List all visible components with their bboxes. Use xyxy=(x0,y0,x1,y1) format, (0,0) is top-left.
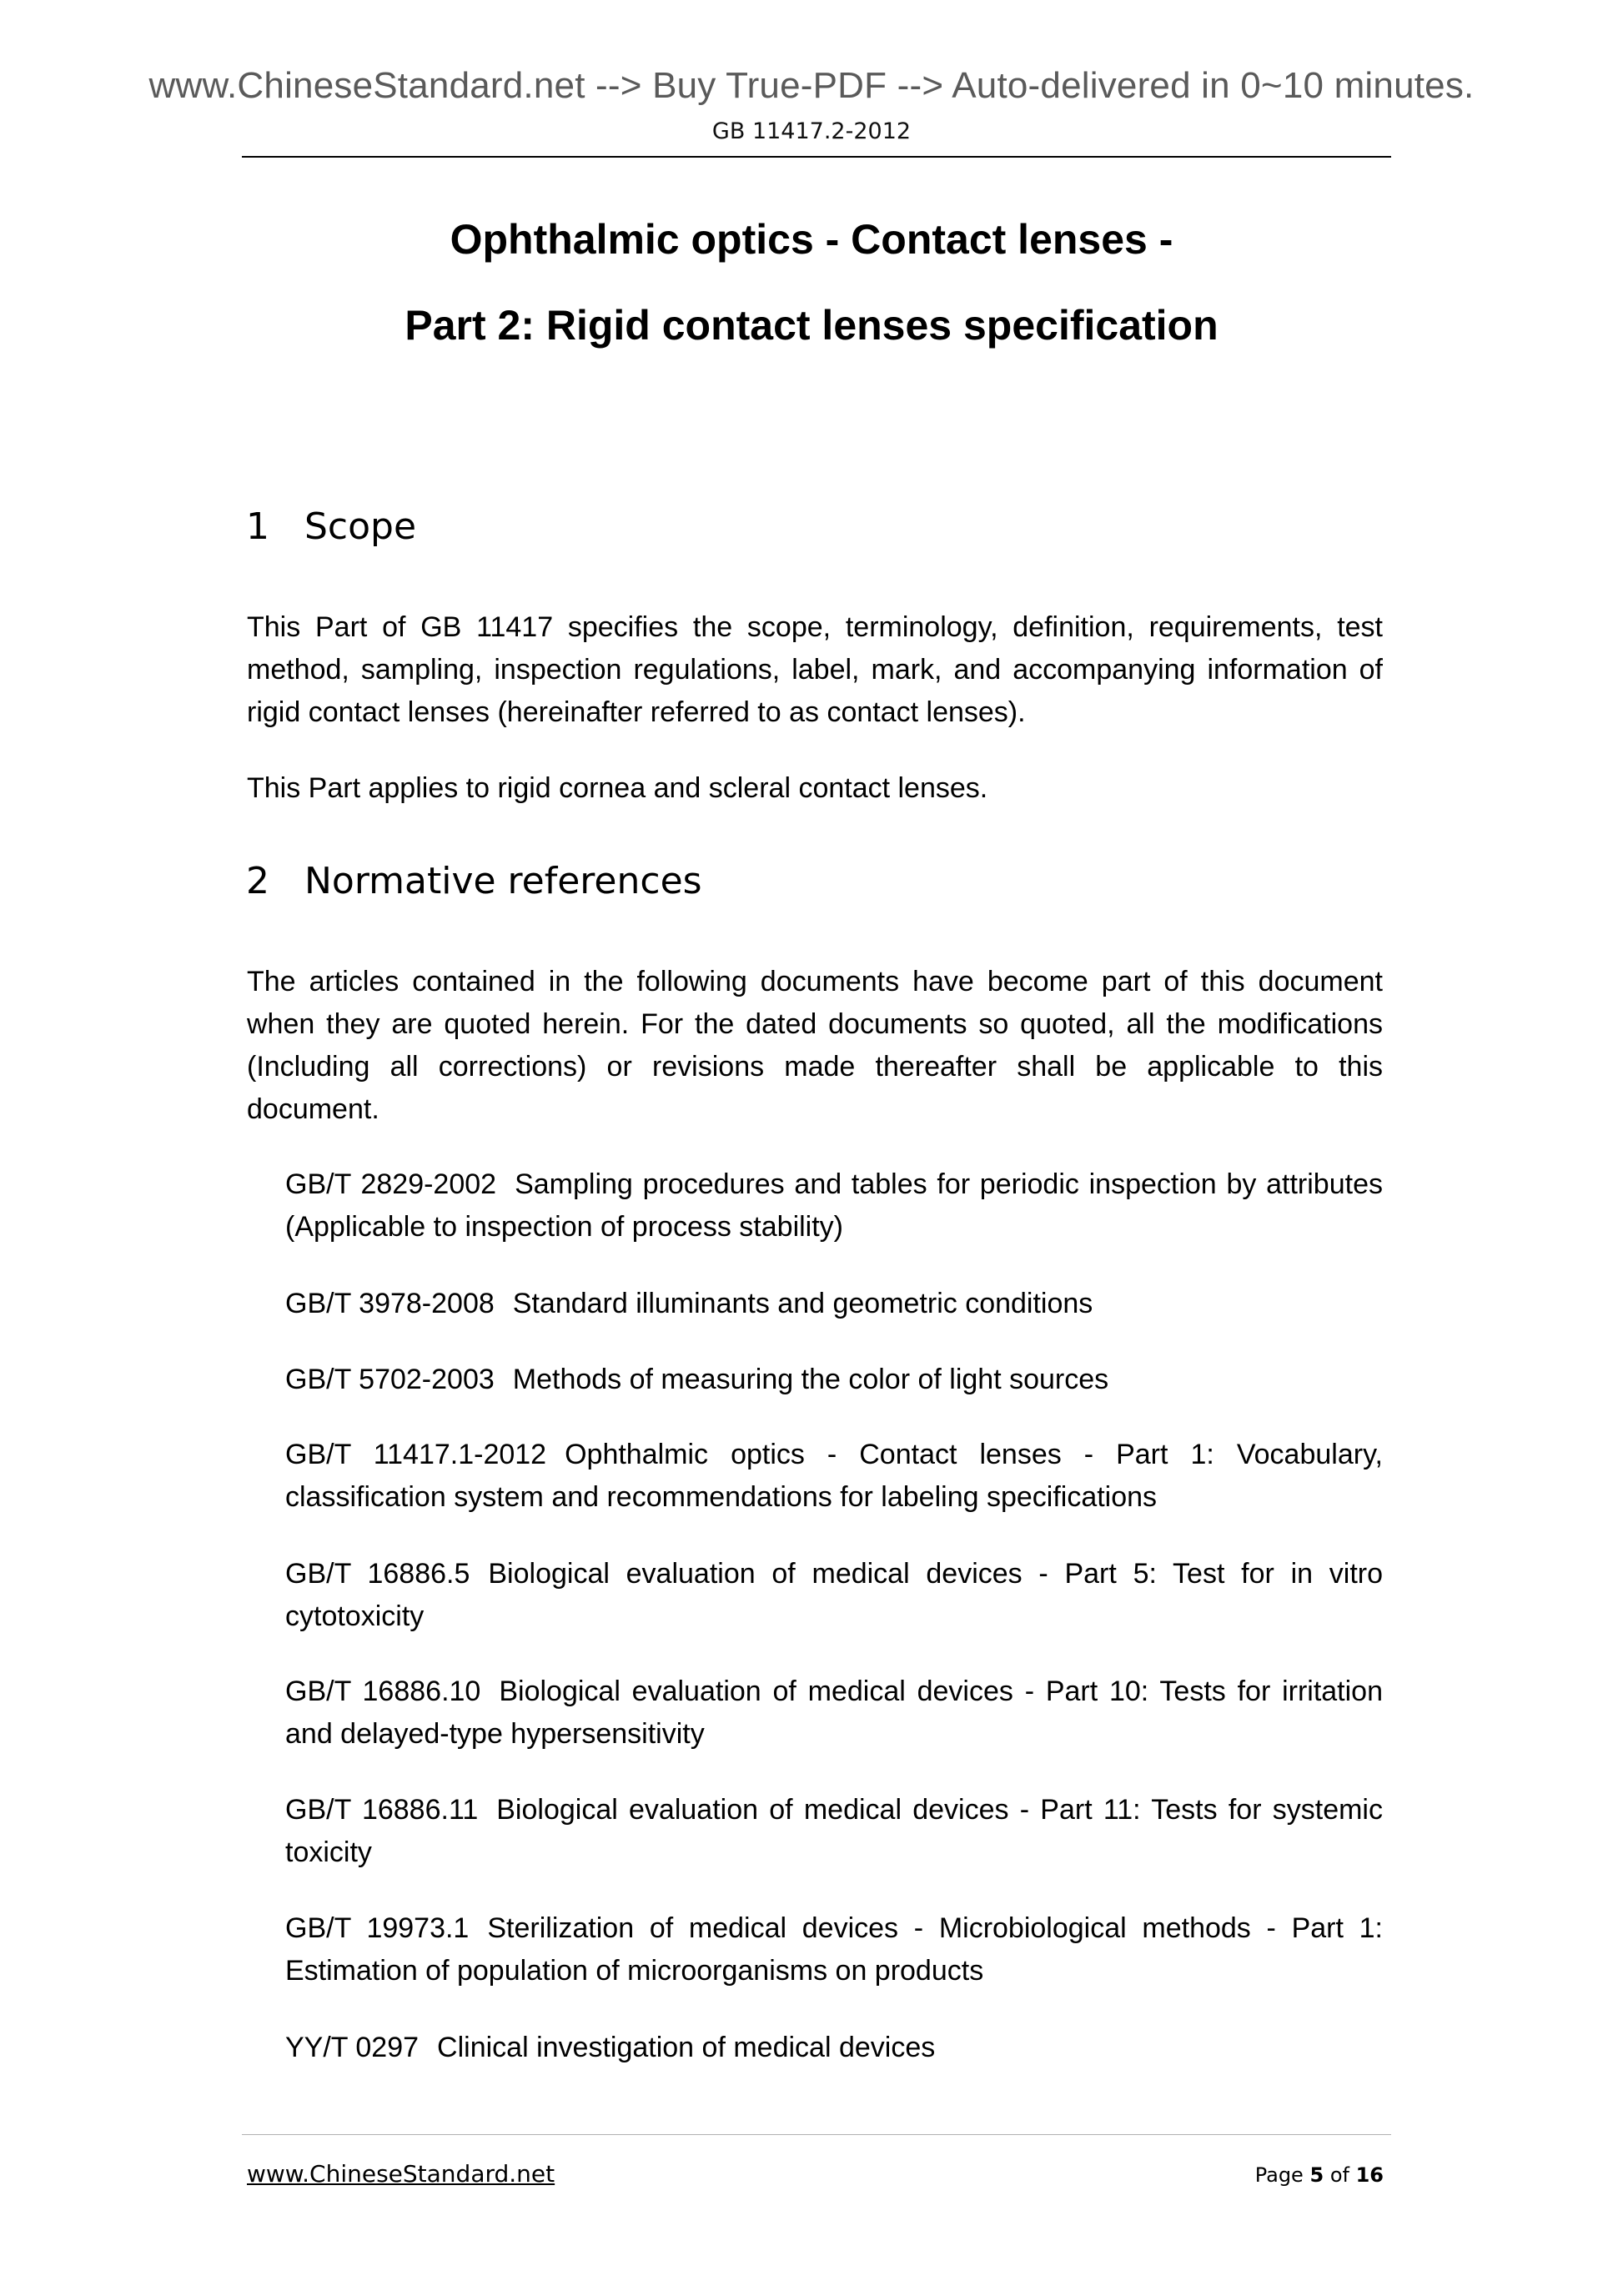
reference-code: GB/T 2829-2002 xyxy=(285,1168,497,1200)
reference-code: GB/T 16886.5 xyxy=(285,1558,470,1590)
reference-code: GB/T 16886.11 xyxy=(285,1794,479,1826)
header-divider xyxy=(242,156,1391,158)
page-current: 5 xyxy=(1309,2163,1324,2187)
reference-code: GB/T 11417.1-2012 xyxy=(285,1439,547,1470)
page-total: 16 xyxy=(1355,2163,1384,2187)
reference-item xyxy=(285,1789,1383,1874)
reference-title: Biological evaluation of medical devices - Part 10: Tests for irritation and delayed-type hypersensitivity xyxy=(285,1676,1383,1750)
reference-item xyxy=(285,1434,1383,1519)
reference-item xyxy=(285,1163,1383,1248)
reference-item xyxy=(285,2027,1383,2069)
section-heading-scope xyxy=(246,505,416,548)
reference-item xyxy=(285,1283,1383,1325)
reference-title: Methods of measuring the color of light sources xyxy=(512,1364,1109,1395)
reference-title: Ophthalmic optics - Contact lenses - Part 1: Vocabulary, classification system and recommendations for labeling specifications xyxy=(285,1439,1383,1513)
reference-title: Biological evaluation of medical devices - Part 5: Test for in vitro cytotoxicity xyxy=(285,1558,1383,1632)
section-title: Scope xyxy=(304,505,417,548)
reference-title: Biological evaluation of medical devices - Part 11: Tests for systemic toxicity xyxy=(285,1794,1383,1868)
page-number xyxy=(1255,2163,1384,2187)
footer-divider xyxy=(242,2134,1391,2135)
reference-code: GB/T 5702-2003 xyxy=(285,1364,495,1395)
scope-paragraph-1: This Part of GB 11417 specifies the scope, terminology, definition, requirements, test method, sampling, inspection regulations, label, mark, and accompanying information of rigid contact lenses (hereinafter referred to as contact lenses). xyxy=(247,611,1383,728)
section-number: 1 xyxy=(246,505,269,548)
reference-code: GB/T 19973.1 xyxy=(285,1912,470,1944)
footer-website-link[interactable]: www.ChineseStandard.net xyxy=(247,2160,555,2188)
reference-title: Clinical investigation of medical devices xyxy=(437,2032,936,2063)
banner-text: www.ChineseStandard.net --> Buy True-PDF --> Auto-delivered in 0~10 minutes. xyxy=(148,65,1475,106)
scope-paragraph-2: This Part applies to rigid cornea and scleral contact lenses. xyxy=(247,772,988,804)
reference-item xyxy=(285,1671,1383,1756)
reference-title: Sterilization of medical devices - Microbiological methods - Part 1: Estimation of population of microorganisms on products xyxy=(285,1912,1384,1987)
page-word: Page xyxy=(1254,2163,1304,2187)
reference-code: YY/T 0297 xyxy=(285,2032,420,2063)
reference-item xyxy=(285,1907,1383,1992)
reference-title: Standard illuminants and geometric conditions xyxy=(512,1288,1093,1319)
reference-item xyxy=(285,1553,1383,1638)
section-title: Normative references xyxy=(304,860,702,902)
normative-intro-paragraph: The articles contained in the following documents have become part of this document when they are quoted herein. For the dated documents so quoted, all the modifications (Including all corrections) or revisions made thereafter shall be applicable to this document. xyxy=(247,966,1383,1125)
section-number: 2 xyxy=(246,860,269,902)
reference-item xyxy=(285,1359,1383,1401)
section-heading-normative-references xyxy=(246,860,702,902)
reference-code: GB/T 3978-2008 xyxy=(285,1288,495,1319)
document-title-line-1: Ophthalmic optics - Contact lenses - xyxy=(450,216,1173,263)
reference-title: Sampling procedures and tables for periodic inspection by attributes (Applicable to inspection of process stability) xyxy=(285,1168,1383,1243)
standard-code: GB 11417.2-2012 xyxy=(711,118,912,144)
reference-code: GB/T 16886.10 xyxy=(285,1676,481,1707)
page-of: of xyxy=(1329,2163,1349,2187)
document-title-line-2: Part 2: Rigid contact lenses specification xyxy=(404,302,1219,349)
